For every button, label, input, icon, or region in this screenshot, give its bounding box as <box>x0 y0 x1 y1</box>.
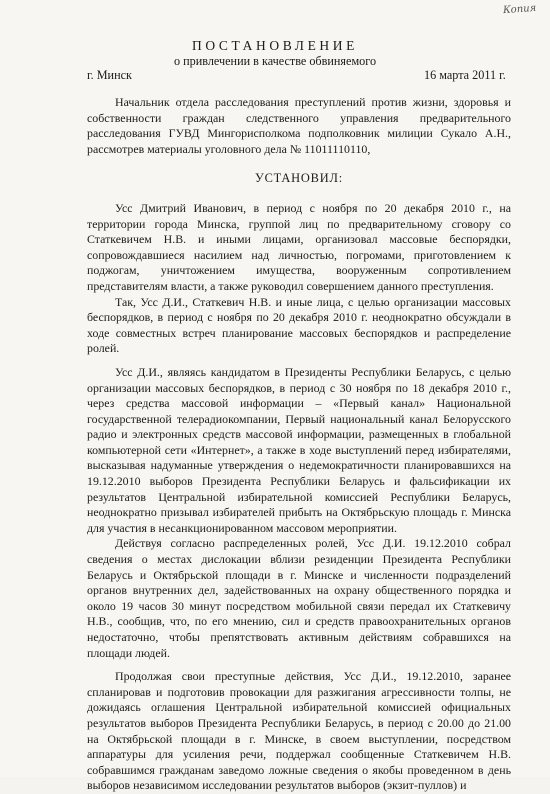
section-heading: УСТАНОВИЛ: <box>255 171 343 186</box>
document-city: г. Минск <box>87 68 132 82</box>
paragraph-2: Так, Усс Д.И., Статкевич Н.В. и иные лица, с целью организации массовых беспорядков, в период с ноября по 20 декабря 2010 г. неоднократно обсуждали в ходе совместных встреч планирование массовых беспорядков и распределение ролей. <box>87 294 511 356</box>
document-title: ПОСТАНОВЛЕНИЕ <box>192 38 358 53</box>
document-body <box>87 95 511 794</box>
intro-paragraph: Начальник отдела расследования преступлений против жизни, здоровья и собственности граждан следственного управления предварительного расследования ГУВД Мингорисполкома подполковник милиции Сукало А.Н., рассмотрев материалы уголовного дела № 11011110110, <box>87 95 511 156</box>
paragraph-4: Действуя согласно распределенных ролей, Усс Д.И. 19.12.2010 собрал сведения о местах дислокации вблизи резиденции Президента Республики Беларусь и Октябрьской площади в г. Минске и численности подразделений органов внутренних дел, задействованных на охрану общественного порядка и около 19 часов 30 минут посредством мобильной связи передал их Статкевичу Н.В., сообщив, что, по его мнению, сил и средств правоохранительных органов недостаточно, чтобы препятствовать активным действиям собравшихся на площади людей. <box>87 536 511 660</box>
paragraph-5: Продолжая свои преступные действия, Усс Д.И., 19.12.2010, заранее спланировав и подготовив провокации для разжигания агрессивности толпы, не дожидаясь оглашения Центральной избирательной комиссией официальных результатов выборов Президента Республики Беларусь, в период с 20.00 до 21.00 на Октябрьской площади в г. Минске, в своем выступлении, посредством аппаратуры для усиления речи, поддержал сообщенные Статкевичем Н.В. собравшимся гражданам заведомо ложные сведения о якобы проведенном в день выборов независимом исследовании результатов выборов (экзит-пуллов) и <box>87 669 511 793</box>
document-subtitle: о привлечении в качестве обвиняемого <box>173 54 377 68</box>
document-date: 16 марта 2011 г. <box>424 68 506 82</box>
corner-handwritten-note: Копия <box>502 2 537 17</box>
paragraph-3: Усс Д.И., являясь кандидатом в Президенты Республики Беларусь, с целью организации массовых беспорядков, в период с 30 ноября по 18 декабря 2010 г., через средства массовой информации – «Первый канал» Национальной государственной телерадиокомпании, Первый национальный канал Белорусского радио и электронных средств массовой информации, размещенных в глобальной компьютерной сети «Интернет», а также в ходе выступлений перед избирателями, высказывая надуманные утверждения о недемократичности планировавшихся на 19.12.2010 выборов Президента Республики Беларусь и фальсификации их результатов Центральной избирательной комиссией Республики Беларусь, неоднократно призывал избирателей прибыть на Октябрьскую площадь г. Минска для участия в несанкционированном массовом мероприятии. <box>87 364 511 535</box>
paragraph-1: Усс Дмитрий Иванович, в период с ноября по 20 декабря 2010 г., на территории города Минска, группой лиц по предварительному сговору со Статкевичем Н.В. и иными лицами, организовал массовые беспорядки, сопровождавшиеся насилием над личностью, погромами, приготовлением к поджогам, уничтожением имущества, вооруженным сопротивлением представителям власти, а также руководил совершением данного преступления. <box>87 200 511 293</box>
